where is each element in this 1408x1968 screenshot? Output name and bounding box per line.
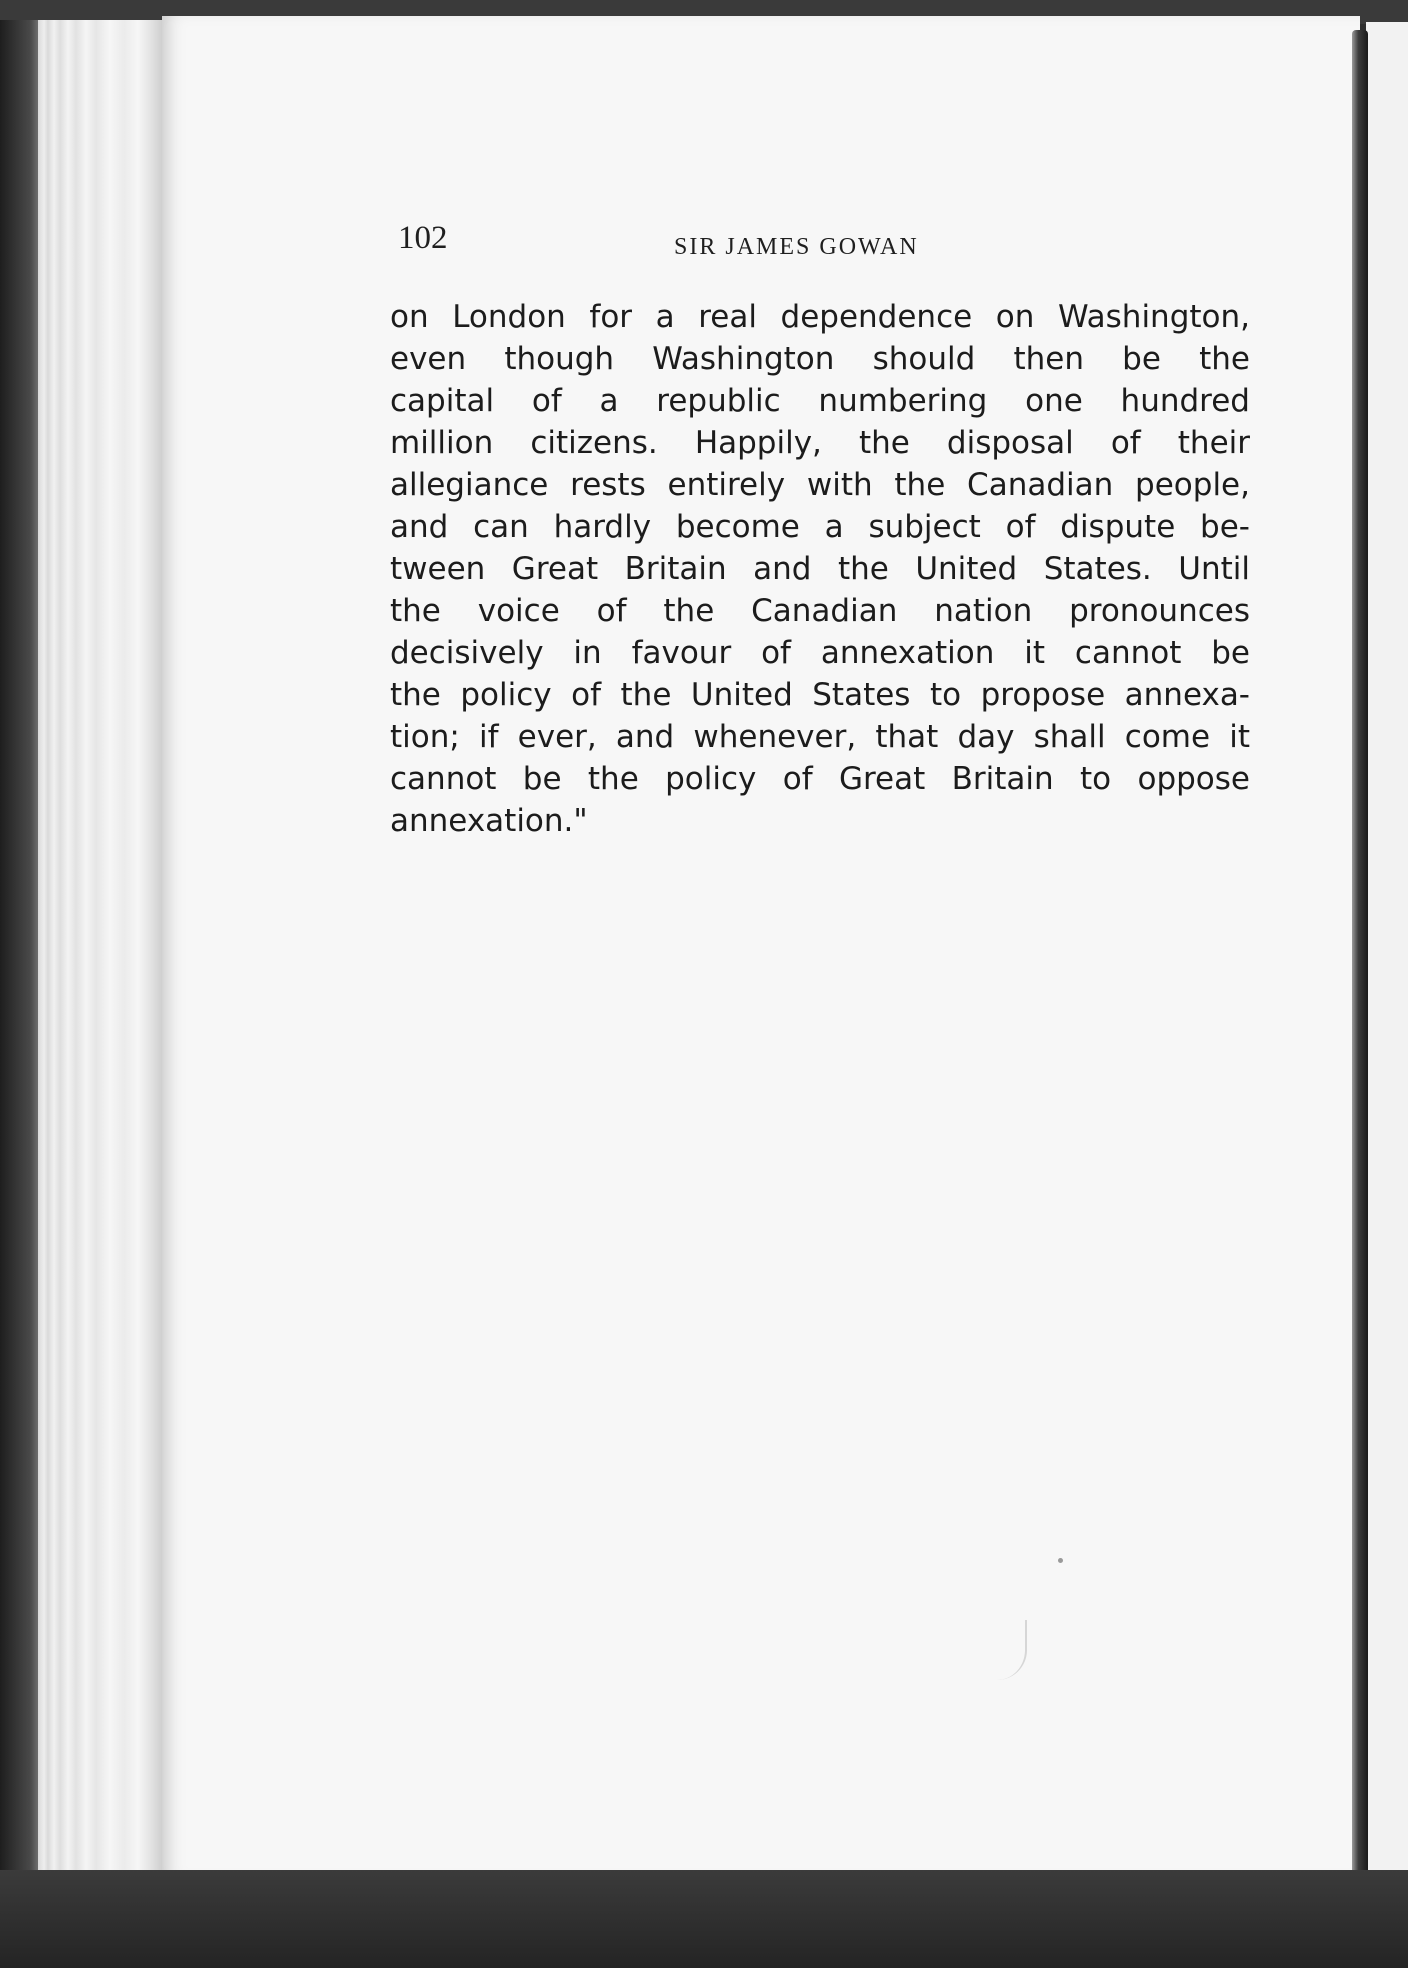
text-line: and can hardly become a subject of dispute be- <box>390 509 1250 545</box>
text-line: the voice of the Canadian nation pronounces <box>390 593 1250 629</box>
page-right-edge <box>1352 30 1368 1878</box>
text-line: capital of a republic numbering one hundred <box>390 383 1250 419</box>
scan-bottom-border <box>0 1870 1408 1968</box>
adjacent-page <box>1366 22 1408 1902</box>
text-line: the policy of the United States to propose annexa- <box>390 677 1250 713</box>
text-line: tion; if ever, and whenever, that day shall come it <box>390 719 1250 755</box>
text-line: cannot be the policy of Great Britain to oppose <box>390 761 1250 797</box>
text-line: on London for a real dependence on Washington, <box>390 299 1250 335</box>
running-title: SIR JAMES GOWAN <box>674 234 919 260</box>
running-head <box>398 218 998 268</box>
text-line: tween Great Britain and the United States. Until <box>390 551 1250 587</box>
page-number: 102 <box>398 220 448 256</box>
body-text <box>390 296 1250 842</box>
text-line: even though Washington should then be the <box>390 341 1250 377</box>
text-line: annexation." <box>390 803 588 839</box>
text-line: allegiance rests entirely with the Canadian people, <box>390 467 1250 503</box>
paper-speck <box>1058 1558 1063 1563</box>
page-edges-stack <box>38 20 168 1880</box>
text-line: decisively in favour of annexation it cannot be <box>390 635 1250 671</box>
text-line: million citizens. Happily, the disposal of their <box>390 425 1250 461</box>
